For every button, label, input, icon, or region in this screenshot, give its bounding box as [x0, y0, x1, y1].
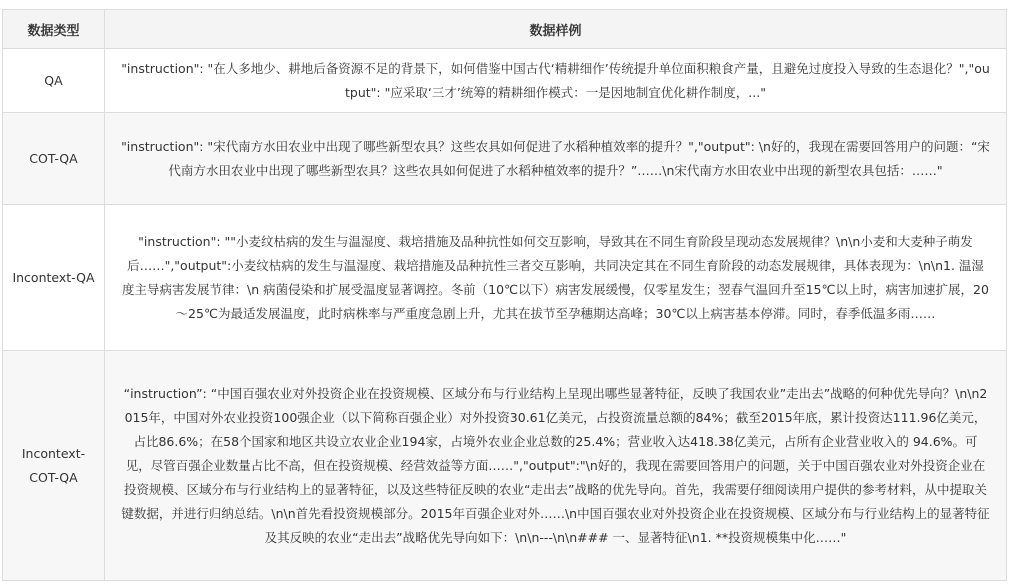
row-type-cell: Incontext-COT-QA [3, 351, 105, 581]
row-sample-cell: "instruction": "宋代南方水田农业中出现了哪些新型农具？这些农具如何促进了水稻种植效率的提升？","output": \n好的，我现在需要回答用户的问题：“宋代南方水田农业中出现了哪些新型农具？这些农具如何促进了水稻种植效率的提升？”……\n宋代南方水田农业中出现的新型农具包括：……" [105, 113, 1007, 205]
row-sample-cell: "instruction": "在人多地少、耕地后备资源不足的背景下，如何借鉴中国古代‘精耕细作’传统提升单位面积粮食产量，且避免过度投入导致的生态退化？","output": "应采取‘三才’统筹的精耕细作模式：一是因地制宜优化耕作制度，..." [105, 49, 1007, 113]
table-row [3, 49, 1007, 113]
row-sample-cell: “instruction”: “中国百强农业对外投资企业在投资规模、区域分布与行业结构上呈现出哪些显著特征，反映了我国农业”走出去”战略的何种优先导向？\n\n2015年，中国对外农业投资100强企业（以下简称百强企业）对外投资30.61亿美元，占投资流量总额的84%；截至2015年底，累计投资达111.96亿美元，占比86.6%；在58个国家和地区共设立农业企业194家，占境外农业企业总数的25.4%；营业收入达418.38亿美元，占所有企业营业收入的 94.6%。可见，尽管百强企业数量占比不高，但在投资规模、经营效益等方面……","output":"\n好的，我现在需要回答用户的问题，关于中国百强农业对外投资企业在投资规模、区域分布与行业结构上的显著特征，以及这些特征反映的农业“走出去”战略的优先导向。首先，我需要仔细阅读用户提供的参考材料，从中提取关键数据，并进行归纳总结。\n\n首先看投资规模部分。2015年百强企业对外……\n中国百强农业对外投资企业在投资规模、区域分布与行业结构上的显著特征及其反映的农业“走出去”战略优先导向如下：\n\n---\n\n### 一、显著特征\n1. **投资规模集中化……" [105, 351, 1007, 581]
table-row [3, 113, 1007, 205]
table-header-row [3, 10, 1007, 49]
row-sample-cell: "instruction": ""小麦纹枯病的发生与温湿度、栽培措施及品种抗性如何交互影响，导致其在不同生育阶段呈现动态发展规律？\n\n小麦和大麦种子萌发后……","output":小麦纹枯病的发生与温湿度、栽培措施及品种抗性三者交互影响，共同决定其在不同生育阶段的动态发展规律，具体表现为：\n\n1. 温湿度主导病害发展节律：\n 病菌侵染和扩展受温度显著调控。冬前（10℃以下）病害发展缓慢，仅零星发生；翌春气温回升至15℃以上时，病害加速扩展，20～25℃为最适发展温度，此时病株率与严重度急剧上升，尤其在拔节至孕穗期达高峰；30℃以上病害基本停滞。同时，春季低温多雨…… [105, 205, 1007, 351]
header-data-sample: 数据样例 [105, 10, 1007, 49]
header-data-type: 数据类型 [3, 10, 105, 49]
row-type-cell: Incontext-QA [3, 205, 105, 351]
table-row [3, 351, 1007, 581]
row-type-cell: COT-QA [3, 113, 105, 205]
table-row [3, 205, 1007, 351]
row-type-cell: QA [3, 49, 105, 113]
data-sample-table [2, 9, 1007, 581]
